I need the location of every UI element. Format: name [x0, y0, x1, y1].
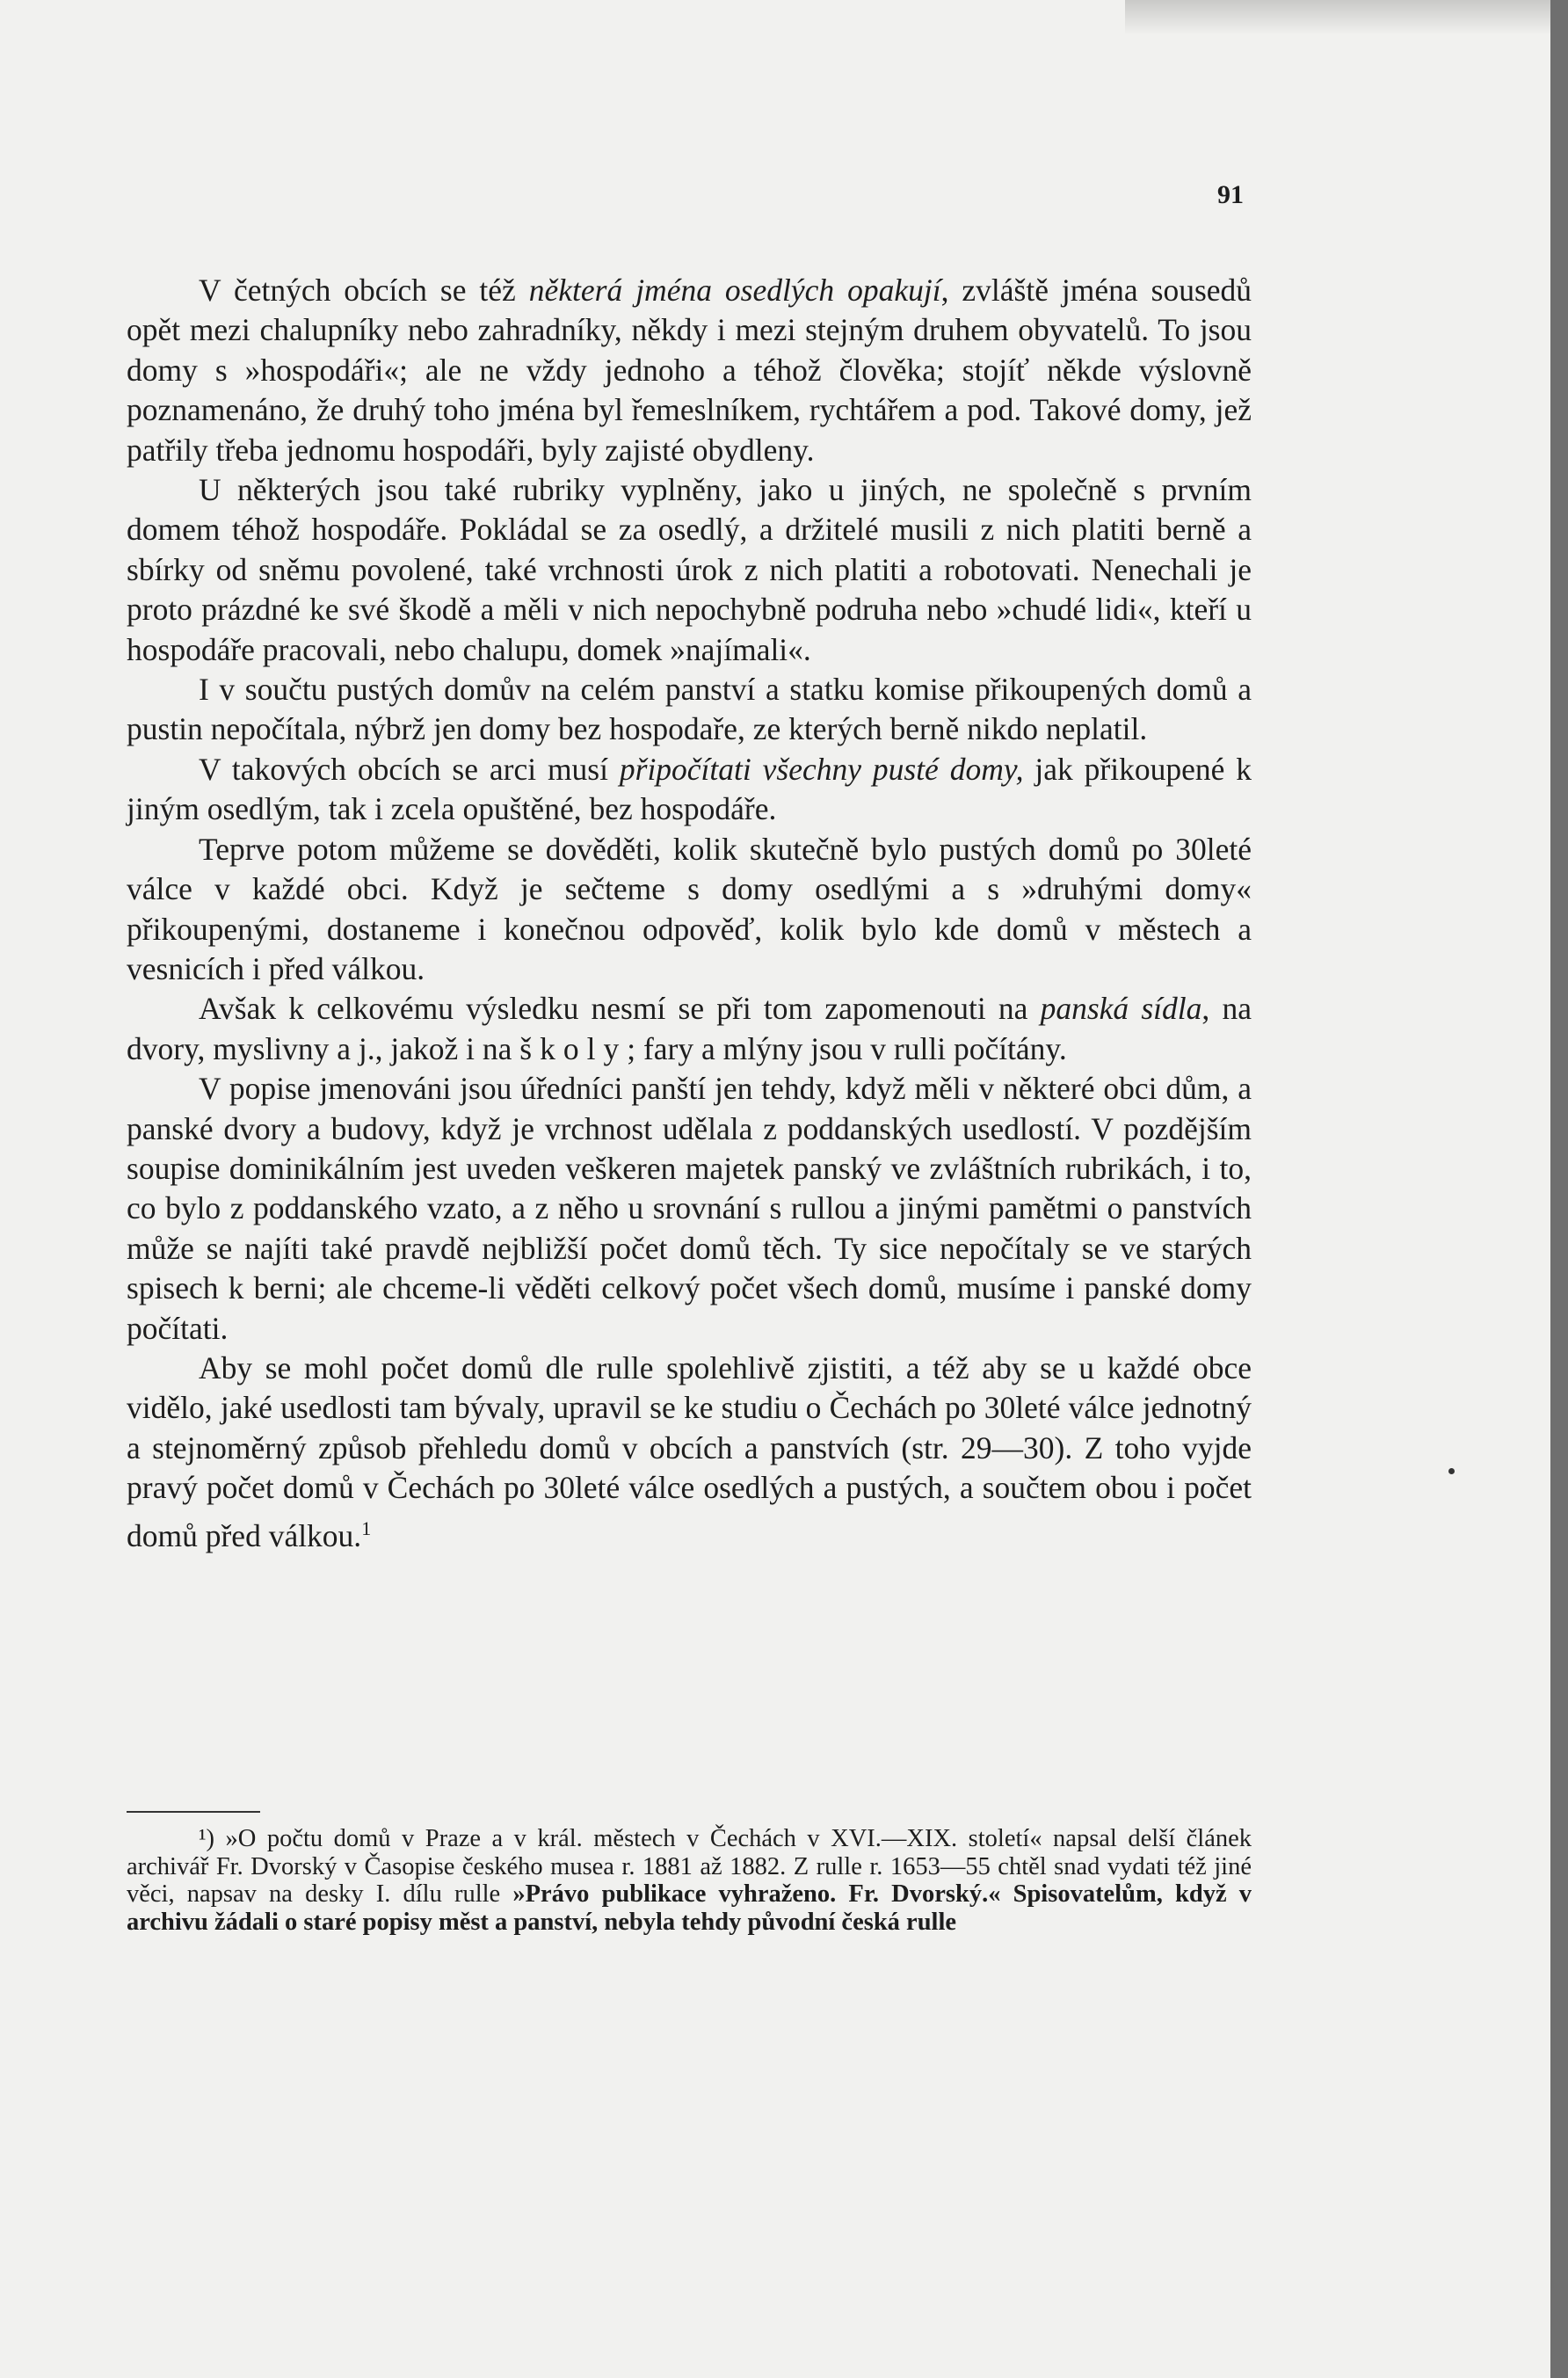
paragraph [127, 271, 1252, 470]
paragraph [127, 830, 1252, 990]
emphasis-text: panská sídla [1040, 991, 1202, 1027]
text-run: V takových obcích se arci musí [199, 751, 620, 787]
text-run: jak přikoupené k jiným osedlým, tak i zcela opuštěné, bez hospodáře. [127, 751, 1252, 827]
text-run: , zvláště jména sousedů opět mezi chalupníky nebo zahradníky, někdy i mezi stejným druhem obyvatelů. To jsou domy s »hospodáři«; ale ne vždy jednoho a téhož člověka; stojíť někde výslovně poznamenáno, že druhý toho jména byl řemeslníkem, rychtářem a pod. Takové domy, jež patřily třeba jednomu hospodáři, byly zajisté obydleny. [127, 273, 1252, 468]
page-edge [1550, 0, 1568, 2378]
paragraph [127, 989, 1252, 1069]
text-run: Avšak k celkovému výsledku nesmí se při tom zapomenouti na [199, 991, 1041, 1027]
footnote-ref: 1 [361, 1516, 372, 1539]
scan-speck [1448, 1468, 1455, 1474]
text-run: školy [519, 1030, 628, 1066]
paragraph [127, 670, 1252, 750]
paragraph [127, 1069, 1252, 1349]
emphasis-text: připočítati všechny pusté domy, [619, 751, 1024, 787]
text-run: V popise jmenováni jsou úředníci panští jen tehdy, když měli v některé obci dům, a panské dvory a budovy, když je vrchnost udělala z poddanských usedlostí. V pozdějším soupise dominikálním jest uveden veškeren majetek panský ve zvláštních rubrikách, i to, co bylo z poddanského vzato, a z něho u srovnání s rullou a jinými pamětmi o panstvích může se najíti také pravdě nejbližší počet domů těch. Ty sice nepočítaly se ve starých spisech k berni; ale chceme-li věděti celkový počet všech domů, musíme i panské domy počítati. [127, 1071, 1252, 1346]
footnote-text: ¹) »O počtu domů v Praze a v král. městech v Čechách v XVI.—XIX. století« napsal delší článek archivář Fr. Dvorský v Časopise českého musea r. 1881 až 1882. Z rulle r. 1653—55 chtěl snad vydati též jiné věci, napsav na desky I. dílu rulle [127, 1825, 1252, 1908]
text-run: V četných obcích se též [199, 273, 529, 308]
paragraph [127, 1349, 1252, 1556]
footnote-text: Spisovatelům, když v archivu žádali o staré popisy měst a panství, nebyla tehdy původní česká rulle [127, 1880, 1252, 1936]
text-run: , na dvory, myslivny a j., jakož i na [127, 991, 1252, 1066]
text-run: Aby se mohl počet domů dle rulle spolehlivě zjistiti, a též aby se u každé obce vidělo, jaké usedlosti tam bývaly, upravil se ke studiu o Čechách po 30leté válce jednotný a stejnoměrný způsob přehledu domů v obcích a panstvích (str. 29—30). Z toho vyjde pravý počet domů v Čechách po 30leté válce osedlých a pustých, a součtem obou i počet domů před válkou. [127, 1349, 1252, 1553]
body-text [127, 271, 1252, 1556]
paragraph [127, 750, 1252, 830]
text-run: ; fary a mlýny jsou v rulli počítány. [627, 1030, 1067, 1066]
emphasis-text: některá jména osedlých opakují [528, 273, 941, 308]
footnote-text: »Právo publikace vyhraženo. Fr. Dvorský.« [512, 1880, 1001, 1908]
paragraph [127, 470, 1252, 670]
page-number: 91 [1217, 180, 1244, 209]
text-run: Teprve potom můžeme se dověděti, kolik skutečně bylo pustých domů po 30leté válce v každé obci. Když je sečteme s domy osedlými a s »druhými domy« přikoupenými, dostaneme i konečnou odpověď, kolik bylo kde domů v městech a vesnicích i před válkou. [127, 831, 1252, 986]
text-run: I v součtu pustých domův na celém panství a statku komise přikoupených domů a pustin nepočítala, nýbrž jen domy bez hospodaře, ze kterých berně nikdo neplatil. [127, 672, 1252, 747]
scan-shadow [1125, 0, 1550, 35]
footnote [127, 1825, 1252, 1936]
footnote-rule [127, 1811, 260, 1813]
text-run: U některých jsou také rubriky vyplněny, jako u jiných, ne společně s prvním domem téhož hospodáře. Pokládal se za osedlý, a držitelé musili z nich platiti berně a sbírky od sněmu povolené, také vrchnosti úrok z nich platiti a robotovati. Nenechali je proto prázdné ke své škodě a měli v nich nepochybně podruha nebo »chudé lidi«, kteří u hospodáře pracovali, nebo chalupu, domek »najímali«. [127, 472, 1252, 667]
